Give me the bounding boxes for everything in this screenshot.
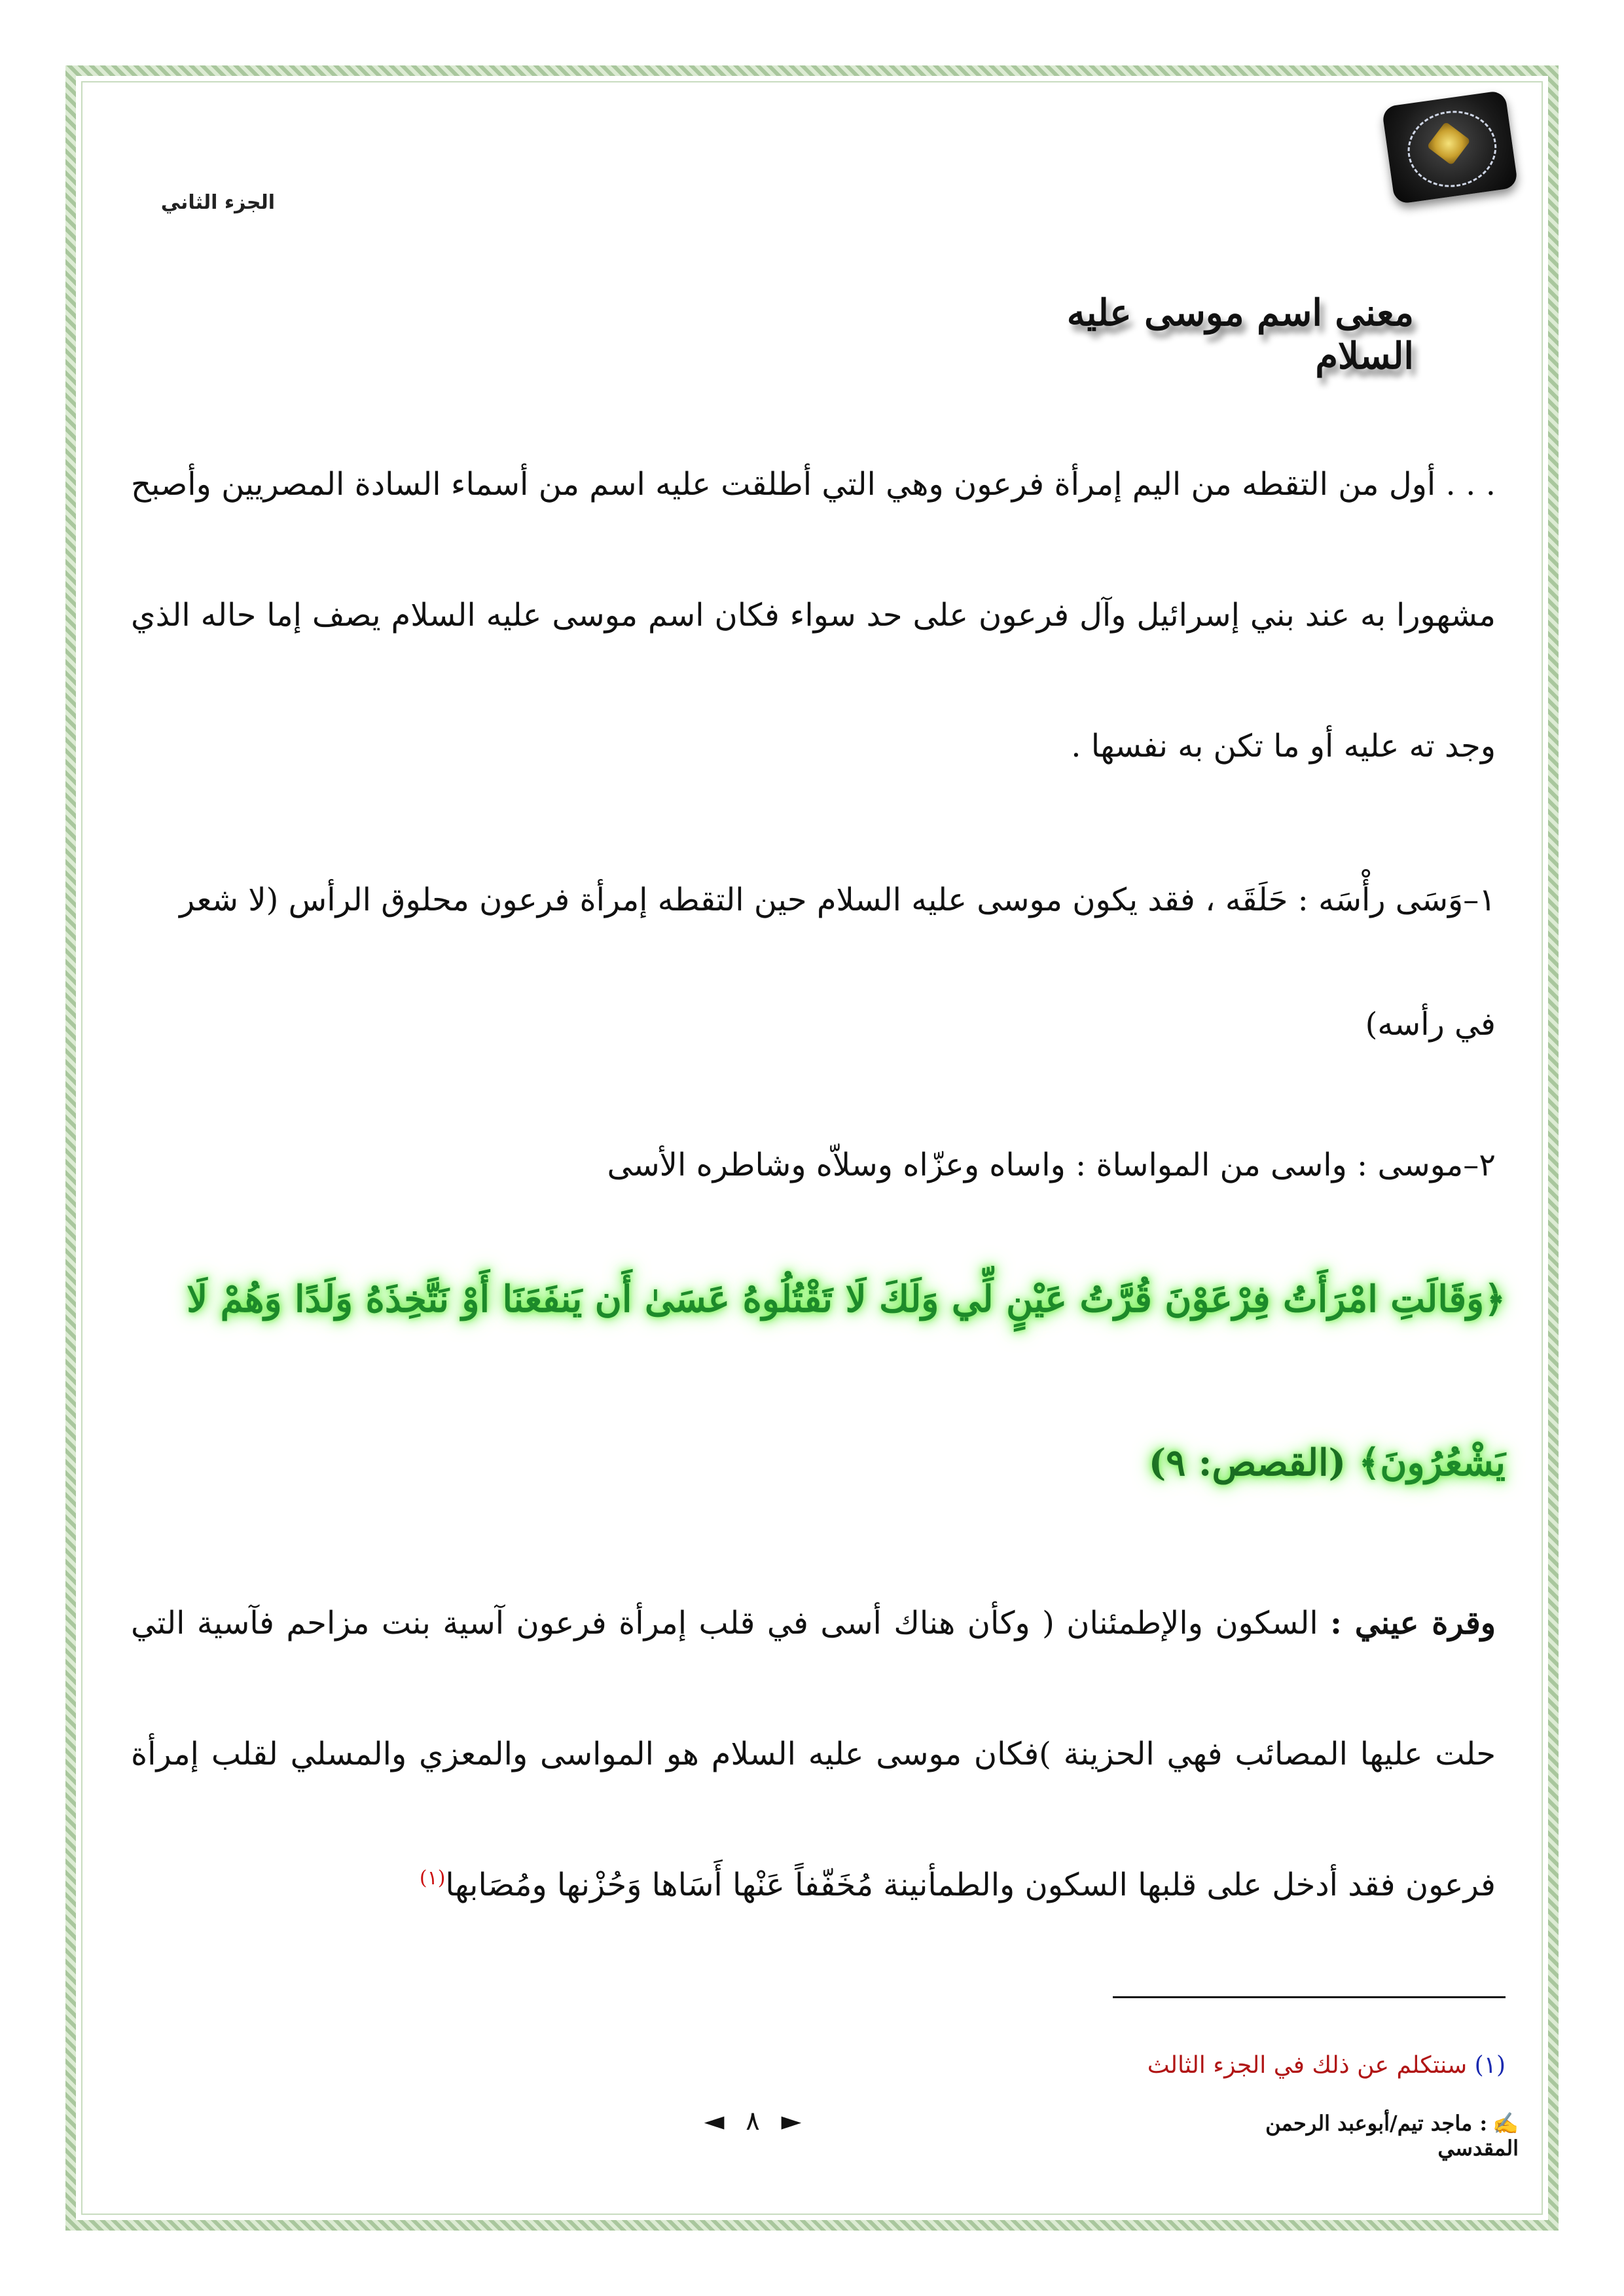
page-navigation	[687, 2106, 818, 2136]
pen-icon: ✍	[1492, 2111, 1519, 2136]
paragraph-qurrat-ayn	[131, 1558, 1496, 1950]
footnote-text: سنتكلم عن ذلك في الجزء الثالث	[1147, 2052, 1475, 2079]
footnote	[720, 2052, 1506, 2079]
footnote-divider	[1113, 1996, 1506, 1998]
list-item-1: ١–وَسَى رأْسَه : حَلَقَه ، فقد يكون موسى عليه السلام حين التقطه إمرأة فرعون محلوق الرأس (لا شعر في رأسه)	[179, 882, 1496, 1043]
quran-verse	[131, 1217, 1506, 1545]
page-title: معنى اسم موسى عليه السلام	[1066, 291, 1414, 378]
paragraph-body: السكون والإطمئنان ( وكأن هناك أسى في قلب إمرأة فرعون آسية بنت مزاحم فآسية التي حلت عليها المصائب فهي الحزينة )فكان موسى عليه السلام هو المواسى والمعزي والمسلي لقلب إمرأة فرعون فقد أدخل على قلبها السكون والطمأنينة مُخَفّفاً عَنْها أَسَاها وَحُزْنها ومُصَابها	[131, 1605, 1496, 1903]
paragraph-intro: . . . أول من التقطه من اليم إمرأة فرعون وهي التي أطلقت عليه اسم من أسماء السادة المصريين وأصبح مشهورا به عند بني إسرائيل وآل فرعون على حد سواء فكان اسم موسى عليه السلام يصف إما حاله الذي وجد ته عليه أو ما تكن به نفسها .	[131, 466, 1496, 764]
quran-verse-text: ﴿وَقَالَتِ امْرَأَتُ فِرْعَوْنَ قُرَّتُ عَيْنٍ لِّي وَلَكَ لَا تَقْتُلُوهُ عَسَىٰ أَن يَنفَعَنَا أَوْ نَتَّخِذَهُ وَلَدًا وَهُمْ لَا يَشْعُرُونَ﴾	[187, 1278, 1506, 1484]
page-number: ٨	[746, 2106, 760, 2136]
paragraph-lead: وقرة عيني :	[1330, 1605, 1496, 1641]
site-logo	[1381, 90, 1518, 205]
footnote-number: (١)	[1474, 2052, 1506, 2079]
part-label: الجزء الثاني	[160, 191, 275, 214]
next-arrow-icon[interactable]: ►	[781, 2106, 802, 2136]
list-item-2: ٢–موسى : واسى من المواساة : واساه وعزّاه وسلاّه وشاطره الأسى	[607, 1147, 1496, 1183]
footer-author	[1178, 2111, 1519, 2161]
prev-arrow-icon[interactable]: ◄	[704, 2106, 725, 2136]
author-name: : ماجد تيم/أبوعبد الرحمن المقدسي	[1265, 2111, 1519, 2161]
footnote-marker[interactable]: (١)	[419, 1867, 446, 1890]
quran-reference: (القصص: ٩)	[1148, 1441, 1346, 1484]
